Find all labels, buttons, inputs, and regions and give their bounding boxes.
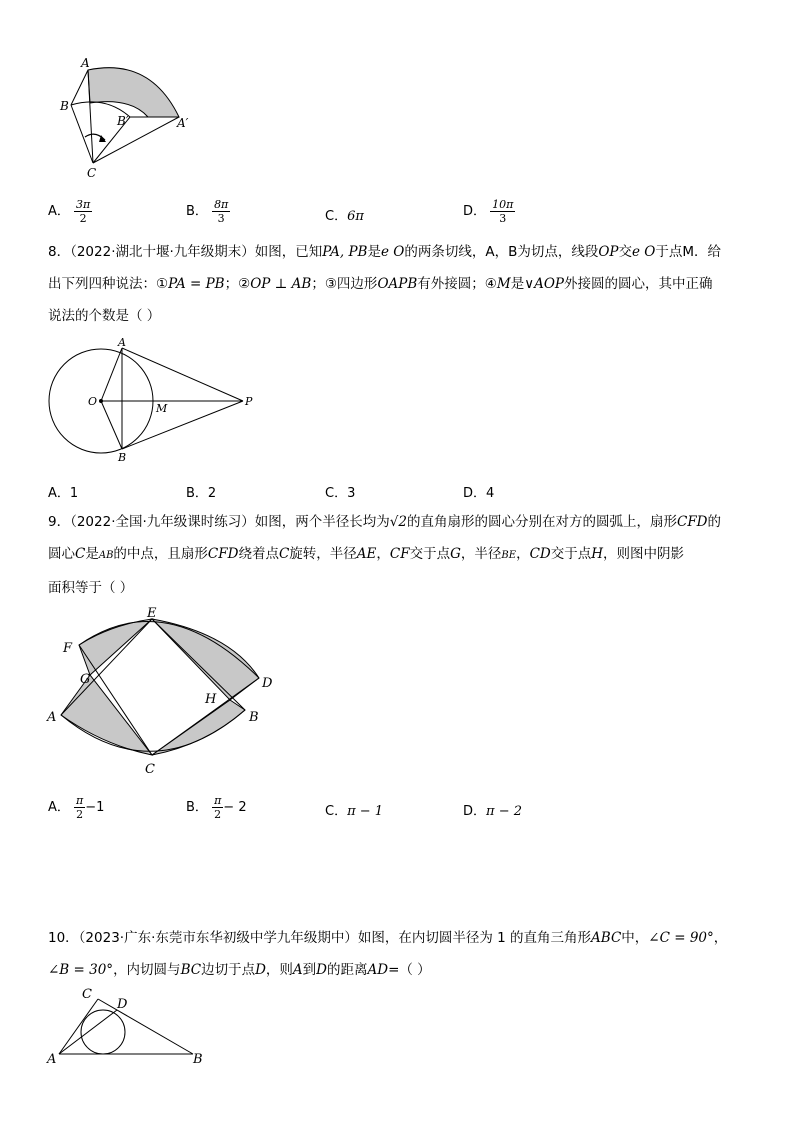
q9-text-9: ， (376, 546, 390, 562)
q10-text-3: ， (713, 930, 728, 946)
q7-label-c: C (87, 166, 97, 180)
q9-figure (45, 605, 285, 780)
q8-line-1 (48, 236, 748, 268)
q8-label-b: B (118, 451, 127, 464)
q9-text-2: 的直角扇形的圆心分别在对方的圆弧上，扇形 (406, 514, 677, 530)
q9-option-c[interactable] (325, 800, 383, 819)
q8-text-7: ；② (224, 276, 251, 292)
q7-option-a-den: 2 (79, 212, 87, 225)
q10-ad: AD (367, 962, 389, 978)
q9-option-b-tail: − 2 (223, 800, 247, 815)
q9-option-c-label: C． (325, 804, 348, 819)
q8-option-b[interactable]: B．2 (186, 486, 217, 501)
q10-text-4: ，内切圆与 (113, 962, 181, 978)
q10-label-b: B (193, 1052, 203, 1067)
q9-text-6: 的中点，且扇形 (113, 546, 208, 562)
q10-label-c: C (82, 987, 92, 1002)
q9-stem (48, 506, 748, 604)
q9-option-b[interactable] (186, 794, 247, 821)
q7-option-c-value: 6π (347, 209, 364, 224)
q8-text-9: 有外接圆；④ (417, 276, 497, 292)
q10-label-d: D (117, 997, 128, 1012)
q9-option-d-label: D． (463, 804, 487, 819)
q9-option-d-value: π − 2 (486, 804, 522, 819)
q10-label-a: A (47, 1052, 57, 1067)
q9-text-4: 圆心 (48, 546, 75, 562)
q9-label-b: B (249, 710, 259, 725)
q9-option-a-label: A． (48, 800, 70, 815)
q9-cfd-2: CFD (207, 546, 239, 562)
q8-seg-oa (101, 348, 122, 401)
q9-label-g: G (80, 672, 91, 687)
q10-text-2: 中， (621, 930, 649, 946)
q8-text-11: 外接圆的圆心，其中正确 (564, 276, 713, 292)
q10-d-2: D (316, 962, 327, 978)
q8-eq-1: PA = PB (168, 276, 225, 292)
q9-ae: AE (356, 546, 377, 562)
q8-triangle-aop: ∨AOP (524, 276, 564, 292)
q9-c-2: C (278, 546, 290, 562)
q7-option-c-label: C． (325, 209, 348, 224)
q7-label-a-prime: A′ (177, 116, 189, 130)
q10-seg-cb (98, 999, 193, 1054)
q10-angle-c: ∠C = 90° (648, 930, 714, 946)
q9-text-14: ，则图中阴影 (603, 546, 684, 562)
q9-label-h: H (205, 692, 217, 707)
q7-seg-a2c (93, 117, 179, 163)
q10-line-1 (48, 922, 748, 954)
q7-option-b-label: B． (186, 204, 208, 219)
q9-label-a: A (47, 710, 57, 725)
q9-option-b-num: π (214, 794, 222, 807)
q10-d: D (255, 962, 266, 978)
q8-circle-o-2: e O (631, 244, 656, 260)
q9-text-11: ，半径 (460, 546, 502, 562)
q7-option-b[interactable] (186, 198, 230, 225)
q7-option-a[interactable] (48, 198, 92, 225)
q7-option-a-num: 3π (76, 198, 91, 211)
q7-figure (55, 55, 205, 185)
q10-seg-ad (59, 1010, 117, 1054)
q9-label-d: D (262, 676, 273, 691)
q9-arc-ab: AB (98, 550, 114, 561)
q9-text-12: ， (516, 546, 530, 562)
q7-option-d-num: 10π (492, 198, 514, 211)
q7-label-a: A (81, 56, 90, 70)
q9-h: H (591, 546, 603, 562)
q9-g: G (450, 546, 461, 562)
q8-text-8: ；③四边形 (311, 276, 378, 292)
q8-text-5: 于点M．给 (655, 244, 721, 260)
q9-text-1: 9．（2022·全国·九年级课时练习）如图，两个半径长均为 (48, 514, 390, 530)
q7-option-d-den: 3 (499, 212, 507, 225)
q7-option-b-frac (212, 198, 230, 225)
q9-option-a-frac (74, 794, 85, 821)
q10-text-7: 到 (302, 962, 317, 978)
q8-m: M (496, 276, 511, 292)
q9-line-1 (48, 506, 748, 538)
q9-option-b-den: 2 (214, 808, 222, 821)
q8-seg-pa (122, 348, 243, 401)
q10-text-6: ，则 (265, 962, 293, 978)
q9-line-3: 面积等于（ ） (48, 580, 134, 596)
q9-shade-right-lower (152, 700, 245, 755)
q7-option-d-label: D． (463, 204, 487, 219)
q9-option-c-value: π − 1 (347, 804, 384, 819)
q9-shade-left-upper (79, 619, 152, 675)
q9-cd: CD (529, 546, 551, 562)
q10-text-1: 10．（2023·广东·东莞市东华初级中学九年级期中）如图，在内切圆半径为 1 的直角三角形 (48, 930, 592, 946)
q9-option-b-label: B． (186, 800, 208, 815)
q10-text-8: 的距离 (326, 962, 368, 978)
q8-text-4: 交 (618, 244, 632, 260)
q8-line-3: 说法的个数是（ ） (48, 308, 161, 324)
q9-text-13: 交于点 (550, 546, 592, 562)
q9-label-f: F (63, 641, 73, 656)
q8-oapb: OAPB (377, 276, 418, 292)
q7-option-d[interactable] (463, 198, 515, 225)
q7-option-b-num: 8π (214, 198, 229, 211)
q8-text-1: 8．（2022·湖北十堰·九年级期末）如图，已知 (48, 244, 323, 260)
q9-option-a-num: π (76, 794, 84, 807)
q10-abc: ABC (591, 930, 622, 946)
q7-label-b-prime: B′ (117, 114, 129, 128)
q9-cfd: CFD (676, 514, 708, 530)
q9-cf: CF (389, 546, 410, 562)
q8-option-a[interactable]: A．1 (48, 486, 79, 501)
q10-text-9: =（ ） (388, 962, 431, 978)
q7-option-b-den: 3 (217, 212, 225, 225)
q9-be: BE (501, 550, 517, 561)
q10-a: A (292, 962, 303, 978)
q9-line-2 (48, 538, 748, 572)
q7-label-b: B (60, 99, 69, 113)
q8-line-2 (48, 268, 748, 300)
q7-option-d-frac (490, 198, 515, 225)
q10-line-2 (48, 954, 748, 986)
q10-angle-b: ∠B = 30° (48, 962, 114, 978)
q7-shaded-band (88, 68, 179, 117)
q9-option-a-den: 2 (76, 808, 84, 821)
q8-seg-pb (122, 401, 243, 449)
q10-stem (48, 922, 748, 986)
q7-option-a-label: A． (48, 204, 70, 219)
q9-text-3: 的 (707, 514, 722, 530)
q8-eq-2: OP ⊥ AB (250, 276, 312, 292)
q10-figure (45, 985, 215, 1070)
q8-pa-pb: PA, PB (322, 244, 368, 260)
q9-text-10: 交于点 (409, 546, 451, 562)
q8-label-o: O (88, 395, 98, 408)
q8-stem (48, 236, 748, 332)
q9-option-b-frac (212, 794, 223, 821)
q7-option-c[interactable] (325, 205, 364, 224)
q8-circle-o: e O (380, 244, 405, 260)
q8-label-m: M (156, 402, 168, 415)
q9-label-c: C (145, 762, 155, 777)
q8-center-dot (99, 399, 103, 403)
q8-text-10: 是 (510, 276, 525, 292)
q9-option-d[interactable] (463, 800, 522, 819)
q10-bc: BC (180, 962, 202, 978)
q7-seg-bc (71, 105, 93, 163)
q9-text-8: 旋转，半径 (289, 546, 357, 562)
q8-seg-ob (101, 401, 122, 449)
q8-label-p: P (245, 395, 253, 408)
q9-c: C (75, 546, 86, 562)
q9-text-7: 绕着点 (238, 546, 279, 562)
q10-seg-ac (59, 999, 98, 1054)
q10-text-5: 边切于点 (201, 962, 256, 978)
q9-option-a-tail: −1 (85, 800, 105, 815)
q7-option-a-frac (74, 198, 92, 225)
q9-option-a[interactable] (48, 794, 104, 821)
q9-seg-cd (152, 678, 259, 755)
q9-label-e: E (147, 606, 157, 621)
q8-text-3: 的两条切线，A，B为切点，线段 (404, 244, 599, 260)
q9-shade-right-upper (152, 619, 259, 700)
q8-text-2: 是 (367, 244, 381, 260)
q8-label-a: A (118, 336, 126, 349)
q9-sqrt2: √2 (389, 514, 407, 530)
q8-op: OP (598, 244, 619, 260)
q8-text-6: 出下列四种说法：① (48, 276, 169, 292)
q7-seg-ab (71, 70, 88, 105)
q8-option-c[interactable]: C．3 (325, 486, 356, 501)
q8-option-d[interactable]: D．4 (463, 486, 495, 501)
q9-text-5: 是 (85, 546, 99, 562)
q8-figure (45, 335, 265, 465)
